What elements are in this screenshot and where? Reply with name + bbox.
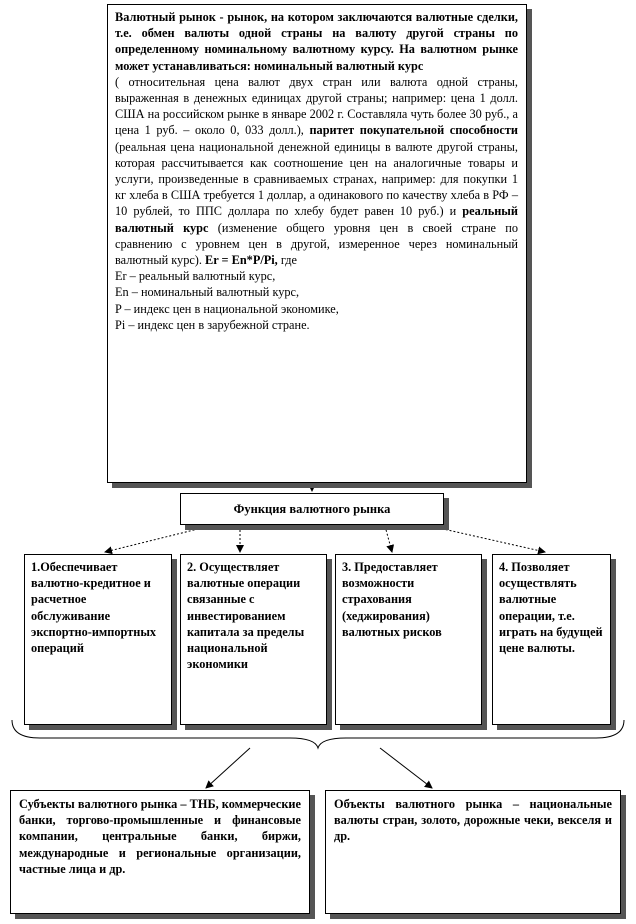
nominal-text: ( относительная цена валют двух стран или валюта одной страны, выраженная в денежных единицах другой страны; например: цена 1 долл. США на российском рынке в январе 2002 г. Составляла чуть более 30 руб., а цена 1 руб. – около 0, 033 долл.), xyxy=(115,74,518,138)
definition-intro: - рынок, на котором заключаются валютные сделки, т.е. обмен валюты одной страны на валюту другой страны по определенному номинальному валютному курсу. На валютном рынке может устанавливаться: xyxy=(115,10,518,73)
real-term: реальный валютный курс xyxy=(115,204,518,235)
arrow-to-function-4 xyxy=(430,526,545,552)
function-item-3: 3. Предоставляет возможности страхования (хеджирования) валютных рисков xyxy=(335,554,482,725)
definition-box xyxy=(107,4,527,483)
legend-line: P – индекс цен в национальной экономике, xyxy=(115,301,339,316)
real-text: (изменение общего уровня цен в своей стране по сравнению с уровнем цен в другой, измеренное через номинальный валютный курс). xyxy=(115,220,518,268)
subjects-box xyxy=(10,790,310,914)
ppp-term: паритет покупательной способности xyxy=(309,123,519,138)
formula: Er = En*P/Pi, xyxy=(205,253,278,268)
definition-term: Валютный рынок xyxy=(115,10,216,24)
objects-text: – национальные валюты стран, золото, дорожные чеки, векселя и др. xyxy=(334,797,612,844)
arrow-to-objects xyxy=(380,748,432,788)
functions-title: Функция валютного рынка xyxy=(180,493,444,525)
subjects-term: Субъекты валютного рынка xyxy=(19,797,178,811)
function-item-2: 2. Осуществляет валютные операции связанные с инвестированием капитала за пределы национальной экономики xyxy=(180,554,327,725)
legend-line: En – номинальный валютный курс, xyxy=(115,285,300,300)
nominal-term: номинальный валютный курс xyxy=(253,58,424,73)
objects-box xyxy=(325,790,621,914)
legend-line: Pi – индекс цен в зарубежной стране. xyxy=(115,317,310,332)
function-item-1: 1.Обеспечивает валютно-кредитное и расчетное обслуживание экспортно-импортных операций xyxy=(24,554,172,725)
legend-line: Er – реальный валютный курс, xyxy=(115,269,276,284)
arrow-to-function-1 xyxy=(105,526,210,552)
formula-suffix: где xyxy=(277,253,297,268)
subjects-text: – ТНБ, коммерческие банки, торгово-промышленные и финансовые компании, центральные банки, биржи, международные и региональные организации, частные лица и др. xyxy=(19,797,301,876)
arrow-to-function-3 xyxy=(385,526,392,552)
objects-term: Объекты валютного рынка xyxy=(334,797,503,811)
ppp-text: (реальная цена национальной денежной единицы в валюте другой страны, которая рассчитывается как соотношение цен на аналогичные товары и услуги, произведенные в сравниваемых странах, например: для покупки 1 кг хлеба в США требуется 1 доллар, а одинакового по качеству хлеба в РФ – 10 рублей, то ППС доллара по хлебу будет равен 10 руб.) и xyxy=(115,139,518,219)
function-item-4: 4. Позволяет осуществлять валютные операции, т.е. играть на будущей цене валюты. xyxy=(492,554,611,725)
arrow-to-subjects xyxy=(206,748,250,788)
